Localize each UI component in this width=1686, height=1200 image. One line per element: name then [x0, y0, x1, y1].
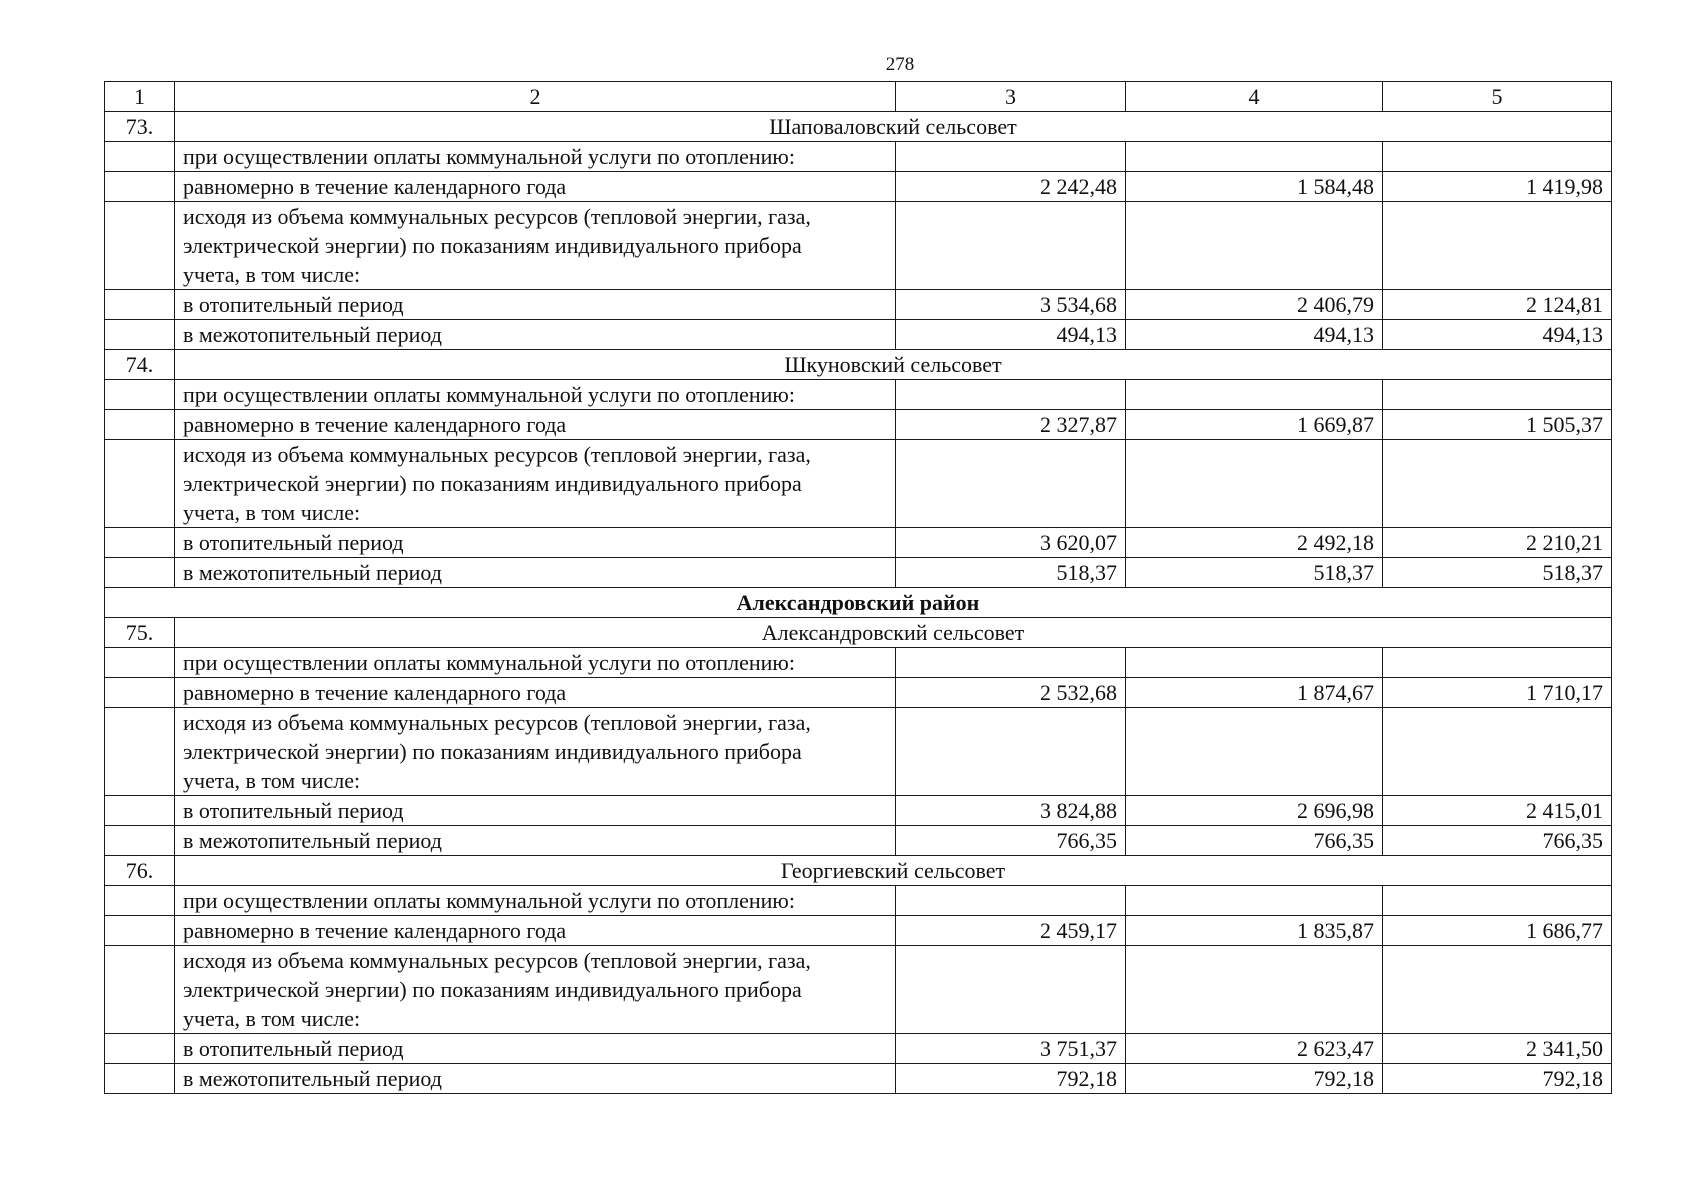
empty-cell [105, 648, 175, 678]
meter-label-line: учета, в том числе: [183, 768, 361, 793]
value-cell: 1 710,17 [1383, 678, 1612, 708]
table-row [105, 886, 1612, 916]
empty-cell [1383, 648, 1612, 678]
meter-label-line: исходя из объема коммунальных ресурсов (тепловой энергии, газа, [183, 710, 811, 735]
settlement-name: Шкуновский сельсовет [175, 350, 1612, 380]
empty-cell [105, 1064, 175, 1094]
value-cell: 1 835,87 [1126, 916, 1383, 946]
tariff-table [104, 81, 1612, 1094]
settlement-row [105, 112, 1612, 142]
empty-cell [1383, 946, 1612, 1034]
empty-cell [1383, 142, 1612, 172]
meter-label-line: электрической энергии) по показаниям индивидуального прибора [183, 233, 802, 258]
value-cell: 792,18 [1383, 1064, 1612, 1094]
value-cell: 2 341,50 [1383, 1034, 1612, 1064]
empty-cell [896, 142, 1126, 172]
table-body [105, 82, 1612, 1094]
value-cell: 2 327,87 [896, 410, 1126, 440]
empty-cell [105, 946, 175, 1034]
empty-cell [896, 380, 1126, 410]
empty-cell [105, 290, 175, 320]
empty-cell [896, 946, 1126, 1034]
table-row [105, 1064, 1612, 1094]
empty-cell [105, 380, 175, 410]
value-cell: 2 492,18 [1126, 528, 1383, 558]
value-cell: 2 210,21 [1383, 528, 1612, 558]
value-cell: 1 584,48 [1126, 172, 1383, 202]
empty-cell [105, 886, 175, 916]
settlement-name: Шаповаловский сельсовет [175, 112, 1612, 142]
empty-cell [896, 202, 1126, 290]
table-row [105, 826, 1612, 856]
table-row [105, 380, 1612, 410]
empty-cell [1126, 886, 1383, 916]
settlement-row [105, 856, 1612, 886]
table-row [105, 708, 1612, 796]
empty-cell [1126, 648, 1383, 678]
empty-cell [1126, 946, 1383, 1034]
value-cell: 766,35 [1383, 826, 1612, 856]
meter-label-line: исходя из объема коммунальных ресурсов (тепловой энергии, газа, [183, 442, 811, 467]
column-header-2: 2 [175, 82, 896, 112]
settlement-row [105, 350, 1612, 380]
table-row [105, 796, 1612, 826]
heating-label: в отопительный период [175, 1034, 896, 1064]
nonheating-label: в межотопительный период [175, 320, 896, 350]
value-cell: 3 620,07 [896, 528, 1126, 558]
value-cell: 1 874,67 [1126, 678, 1383, 708]
empty-cell [105, 440, 175, 528]
value-cell: 1 686,77 [1383, 916, 1612, 946]
table-row [105, 916, 1612, 946]
value-cell: 1 505,37 [1383, 410, 1612, 440]
empty-cell [1383, 440, 1612, 528]
empty-cell [896, 648, 1126, 678]
meter-label [175, 946, 896, 1034]
empty-cell [1383, 380, 1612, 410]
uniform-label: равномерно в течение календарного года [175, 916, 896, 946]
meter-label [175, 440, 896, 528]
table-row [105, 1034, 1612, 1064]
empty-cell [896, 440, 1126, 528]
empty-cell [1126, 202, 1383, 290]
value-cell: 3 824,88 [896, 796, 1126, 826]
row-number: 73. [105, 112, 175, 142]
column-header-4: 4 [1126, 82, 1383, 112]
meter-label-line: учета, в том числе: [183, 1006, 361, 1031]
empty-cell [105, 1034, 175, 1064]
empty-cell [105, 202, 175, 290]
uniform-label: равномерно в течение календарного года [175, 678, 896, 708]
value-cell: 2 696,98 [1126, 796, 1383, 826]
meter-label-line: исходя из объема коммунальных ресурсов (тепловой энергии, газа, [183, 948, 811, 973]
empty-cell [105, 142, 175, 172]
column-header-1: 1 [105, 82, 175, 112]
column-header-3: 3 [896, 82, 1126, 112]
column-header-5: 5 [1383, 82, 1612, 112]
meter-label-line: учета, в том числе: [183, 262, 361, 287]
value-cell: 2 415,01 [1383, 796, 1612, 826]
empty-cell [1126, 708, 1383, 796]
value-cell: 494,13 [1126, 320, 1383, 350]
value-cell: 494,13 [896, 320, 1126, 350]
empty-cell [105, 916, 175, 946]
table-row [105, 440, 1612, 528]
table-row [105, 678, 1612, 708]
row-number: 74. [105, 350, 175, 380]
empty-cell [105, 320, 175, 350]
heating-label: в отопительный период [175, 290, 896, 320]
value-cell: 1 669,87 [1126, 410, 1383, 440]
value-cell: 766,35 [1126, 826, 1383, 856]
empty-cell [1383, 708, 1612, 796]
value-cell: 792,18 [896, 1064, 1126, 1094]
uniform-label: равномерно в течение календарного года [175, 410, 896, 440]
header-row [105, 82, 1612, 112]
empty-cell [1383, 202, 1612, 290]
value-cell: 518,37 [896, 558, 1126, 588]
settlement-row [105, 618, 1612, 648]
empty-cell [105, 708, 175, 796]
payment-label: при осуществлении оплаты коммунальной услуги по отоплению: [175, 648, 896, 678]
value-cell: 494,13 [1383, 320, 1612, 350]
table-row [105, 320, 1612, 350]
empty-cell [896, 886, 1126, 916]
value-cell: 792,18 [1126, 1064, 1383, 1094]
value-cell: 3 751,37 [896, 1034, 1126, 1064]
heating-label: в отопительный период [175, 796, 896, 826]
meter-label [175, 202, 896, 290]
empty-cell [105, 558, 175, 588]
settlement-name: Георгиевский сельсовет [175, 856, 1612, 886]
page-number: 278 [885, 54, 915, 75]
nonheating-label: в межотопительный период [175, 826, 896, 856]
value-cell: 3 534,68 [896, 290, 1126, 320]
value-cell: 518,37 [1126, 558, 1383, 588]
meter-label [175, 708, 896, 796]
table-row [105, 946, 1612, 1034]
value-cell: 518,37 [1383, 558, 1612, 588]
value-cell: 2 459,17 [896, 916, 1126, 946]
value-cell: 766,35 [896, 826, 1126, 856]
district-title: Александровский район [105, 588, 1612, 618]
meter-label-line: исходя из объема коммунальных ресурсов (тепловой энергии, газа, [183, 204, 811, 229]
table-row [105, 558, 1612, 588]
nonheating-label: в межотопительный период [175, 1064, 896, 1094]
meter-label-line: электрической энергии) по показаниям индивидуального прибора [183, 471, 802, 496]
empty-cell [105, 172, 175, 202]
empty-cell [1383, 886, 1612, 916]
value-cell: 2 124,81 [1383, 290, 1612, 320]
empty-cell [105, 826, 175, 856]
empty-cell [105, 796, 175, 826]
value-cell: 2 406,79 [1126, 290, 1383, 320]
empty-cell [1126, 440, 1383, 528]
payment-label: при осуществлении оплаты коммунальной услуги по отоплению: [175, 142, 896, 172]
table-row [105, 142, 1612, 172]
empty-cell [1126, 142, 1383, 172]
nonheating-label: в межотопительный период [175, 558, 896, 588]
empty-cell [105, 678, 175, 708]
table-row [105, 290, 1612, 320]
row-number: 75. [105, 618, 175, 648]
table-row [105, 528, 1612, 558]
empty-cell [105, 410, 175, 440]
meter-label-line: электрической энергии) по показаниям индивидуального прибора [183, 739, 802, 764]
table-row [105, 172, 1612, 202]
empty-cell [105, 528, 175, 558]
meter-label-line: электрической энергии) по показаниям индивидуального прибора [183, 977, 802, 1002]
district-row [105, 588, 1612, 618]
value-cell: 1 419,98 [1383, 172, 1612, 202]
payment-label: при осуществлении оплаты коммунальной услуги по отоплению: [175, 886, 896, 916]
uniform-label: равномерно в течение календарного года [175, 172, 896, 202]
payment-label: при осуществлении оплаты коммунальной услуги по отоплению: [175, 380, 896, 410]
table-row [105, 648, 1612, 678]
row-number: 76. [105, 856, 175, 886]
heating-label: в отопительный период [175, 528, 896, 558]
empty-cell [1126, 380, 1383, 410]
table-row [105, 202, 1612, 290]
settlement-name: Александровский сельсовет [175, 618, 1612, 648]
value-cell: 2 242,48 [896, 172, 1126, 202]
value-cell: 2 623,47 [1126, 1034, 1383, 1064]
meter-label-line: учета, в том числе: [183, 500, 361, 525]
empty-cell [896, 708, 1126, 796]
table-row [105, 410, 1612, 440]
value-cell: 2 532,68 [896, 678, 1126, 708]
